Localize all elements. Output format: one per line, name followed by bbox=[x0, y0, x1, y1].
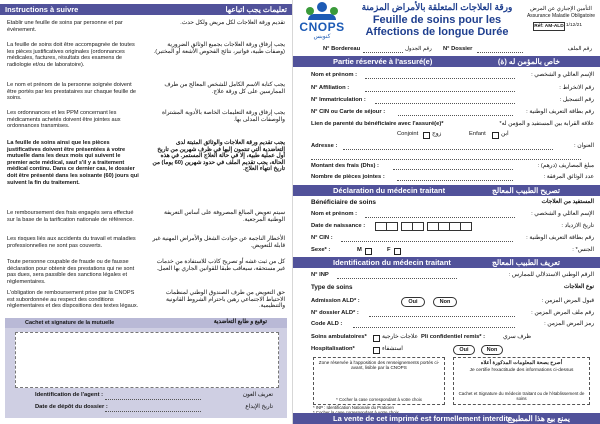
footer-band bbox=[293, 413, 600, 424]
assure-nom-label: Nom et prénom : bbox=[311, 72, 358, 78]
type-soins-label-ar: نوع العلاجات bbox=[563, 284, 594, 290]
adresse-field-line-2[interactable] bbox=[311, 159, 581, 160]
fr-paragraph: La feuille de soins doit être accompagnée de toutes les pièces justificatives originales (ordonnances médicales, factures, résultats des examens de radiologie et/ou de laboratoire). bbox=[7, 42, 135, 68]
benef-nom-label-ar: الإسم العائلي و الشخصي : bbox=[531, 211, 594, 217]
sexe-m-checkbox[interactable] bbox=[365, 248, 372, 255]
hospitalisation-label: Hospitalisation* bbox=[311, 346, 355, 352]
code-ald-label: Code ALD : bbox=[311, 321, 343, 327]
agent-field[interactable] bbox=[105, 399, 201, 400]
code-ald-label-ar: رمز المرض المزمن : bbox=[544, 321, 594, 327]
footer-band-ar: يمنع بيع هذا المطبوع bbox=[507, 414, 570, 423]
type-soins-label: Type de soins bbox=[311, 284, 353, 291]
date-label-ar: تاريخ الإيداع bbox=[245, 404, 273, 410]
instructions-page bbox=[0, 0, 293, 424]
adresse-label-ar: العنوان : bbox=[573, 143, 594, 149]
benef-nom-label: Nom et prénom : bbox=[311, 211, 358, 217]
agent-label-ar: تعريف العون bbox=[242, 392, 273, 398]
agent-label: Identification de l'agent : bbox=[35, 392, 104, 398]
org-fr: Assurance Maladie Obligatoire bbox=[526, 13, 596, 19]
footer-note-inp: * INP : Identification Nationale du Praticien bbox=[313, 405, 394, 410]
confidentiel-oui-option[interactable]: Oui bbox=[453, 345, 475, 355]
admission-label-ar: قبول المرض المزمن : bbox=[541, 298, 594, 304]
ambulatoires-checkbox[interactable] bbox=[373, 335, 380, 342]
logo-text: CNOPS bbox=[299, 20, 345, 34]
ref-code: Réf: AM-ALD bbox=[534, 24, 564, 29]
adresse-field[interactable] bbox=[343, 149, 553, 150]
ambulatoires-label-ar: علاجات خارجية bbox=[382, 334, 418, 340]
fr-paragraph: Les risques liés aux accidents du travail et maladies professionnelles ne sont pas couverts. bbox=[7, 236, 136, 249]
pieces-field[interactable] bbox=[397, 180, 513, 181]
conjoint-label: Conjoint bbox=[397, 131, 419, 137]
ar-paragraph: الأخطار الناجمة عن حوادث الشغل والأمراض المهنية غير قابلة للتعويض. bbox=[152, 236, 285, 249]
date-field[interactable] bbox=[105, 411, 201, 412]
fr-paragraph: L'obligation de remboursement prise par la CNOPS est subordonnée au respect des conditions réglementaires et des dispositions des textes légaux. bbox=[7, 290, 139, 310]
naissance-label: Date de naissance : bbox=[311, 223, 366, 229]
ref-date: 1/12/21 bbox=[566, 23, 583, 28]
sexe-f-checkbox[interactable] bbox=[394, 248, 401, 255]
cin-label-ar: رقم بطاقة التعريف الوطنية : bbox=[526, 109, 594, 115]
benef-cin-label-ar: رقم بطاقة التعريف الوطنية : bbox=[526, 235, 594, 241]
naissance-year-4[interactable] bbox=[460, 222, 472, 231]
dossier-label-ar: رقم الملف bbox=[567, 46, 592, 52]
montant-label: Montant des frais (Dhs) : bbox=[311, 163, 379, 169]
dossier-ald-label: N° dossier ALD* : bbox=[311, 310, 359, 316]
ar-paragraph-bold: يجب تقديم ورقة العلاجات والوثائق المثبتة لدى التعاضدية التي تنتمون إليها في ظرف شهرين من تاريخ أول عملية طبية، إلا في حالة العلاج المستمر. في هذه الحالة، يجب تقديم الملف في حدود شهرين (60 يوما) من تاريخ انتهاء العلاج. bbox=[152, 140, 285, 173]
instructions-header bbox=[0, 4, 292, 15]
confidentiel-label: Pli confidentiel remis* : bbox=[421, 334, 486, 340]
pieces-label-ar: عدد الوثائق المرفقة : bbox=[543, 174, 594, 180]
form-page bbox=[293, 0, 600, 424]
certify-fr: Je certifie l'exactitude des informations ci-dessus bbox=[469, 368, 574, 373]
ident-band-fr: Identification du médecin traitant bbox=[333, 258, 451, 267]
assure-band-ar: خاص بالمؤمن له (ة) bbox=[497, 57, 560, 66]
assure-nom-field[interactable] bbox=[365, 78, 515, 79]
medecin-band bbox=[293, 185, 600, 196]
montant-field[interactable] bbox=[393, 169, 513, 170]
bordereau-field[interactable] bbox=[363, 52, 403, 53]
org-ar: التأمين الإجباري عن المرض bbox=[530, 6, 592, 12]
ar-paragraph: يجب إرفاق ورقة التعليمات الخاصة بالأدوية المشتراة والوصفات المدلى بها. bbox=[162, 110, 285, 123]
cin-field[interactable] bbox=[398, 115, 513, 116]
mutuelle-box bbox=[5, 318, 287, 418]
doctor-signature-box[interactable] bbox=[453, 357, 590, 405]
fr-paragraph: Les ordonnances et les PPM concernant les médicaments achetés doivent être jointes aux ordonnances transmises. bbox=[7, 110, 121, 130]
confidentiel-non-option[interactable]: Non bbox=[481, 345, 503, 355]
confidentiel-label-ar: ظرف سري bbox=[503, 334, 532, 340]
benef-nom-field[interactable] bbox=[365, 217, 515, 218]
assure-band-fr: Partie réservée à l'assuré(e) bbox=[333, 57, 433, 66]
medecin-band-fr: Déclaration du médecin traitant bbox=[333, 186, 446, 195]
fr-paragraph: Le remboursement des frais engagés sera effectué sur la base de la tarification nationale de référence. bbox=[7, 210, 134, 223]
code-ald-field[interactable] bbox=[353, 327, 515, 328]
enfant-checkbox[interactable] bbox=[492, 132, 499, 139]
sexe-label: Sexe* : bbox=[311, 247, 331, 253]
naissance-month-2[interactable] bbox=[412, 222, 424, 231]
admission-label: Admission ALD* : bbox=[311, 298, 360, 304]
sexe-f-label: F bbox=[387, 247, 391, 253]
ar-paragraph: تقديم ورقة العلاجات لكل مريض ولكل حدث. bbox=[180, 20, 285, 26]
immat-label: N° Immatriculation : bbox=[311, 97, 366, 103]
enfant-label-ar: ابن bbox=[501, 131, 509, 137]
naissance-day-2[interactable] bbox=[386, 222, 398, 231]
sexe-label-ar: الجنس* : bbox=[572, 247, 594, 253]
cnops-zone-text: Zone réservée à l'apposition des renseignements portés ci-avant, lisible par la CNOPS bbox=[318, 360, 440, 370]
pieces-label: Nombre de pièces jointes : bbox=[311, 174, 385, 180]
ar-paragraph: سيتم تعويض المبالغ المصروفة على أساس التعريفة الوطنية المرجعية. bbox=[163, 210, 285, 223]
mutuelle-title-fr: Cachet et signature de la mutuelle bbox=[25, 320, 115, 326]
doctor-stamp-caption: Cachet et Signature du médecin traitant ou de l'établissement de soins bbox=[458, 391, 585, 401]
fr-paragraph-bold: La feuille de soins ainsi que les pièces justificatives doivent être présentées à votre mutuelle dans les deux mois qui suivent le premier acte médical, sauf s'il y a traitement médical continu. Dans ce dernier cas, le dossier doit être présenté dans les soixante (60) jours qui suivent la fin du traitement. bbox=[7, 140, 139, 186]
inp-label: N° INP bbox=[311, 272, 329, 278]
dossier-ald-field[interactable] bbox=[369, 316, 515, 317]
montant-label-ar: مبلغ المصاريف (درهم) : bbox=[537, 163, 594, 169]
adresse-label: Adresse : bbox=[311, 143, 338, 149]
fr-paragraph: Toute personne coupable de fraude ou de fausse déclaration pour obtenir des prestations qui ne sont pas dues, sera passible des sanctions légales et réglementaires. bbox=[7, 259, 135, 285]
ar-paragraph: حق التعويض من طرف الصندوق الوطني لمنظمات الاحتياط الاجتماعي رهين باحترام الشروط القانونية والتنظيمية. bbox=[165, 290, 285, 310]
bordereau-label: N° Bordereau bbox=[323, 46, 361, 52]
form-title-fr-2: Affections de longue Durée bbox=[365, 26, 509, 38]
admission-oui-option[interactable]: Oui bbox=[401, 297, 425, 307]
assure-nom-label-ar: الإسم العائلي و الشخصي : bbox=[531, 72, 594, 78]
cnops-logo bbox=[296, 2, 348, 44]
conjoint-label-ar: زوج bbox=[432, 131, 442, 137]
benef-cin-field[interactable] bbox=[341, 241, 513, 242]
mutuelle-title-ar: توقيع و طابع التعاضدية bbox=[213, 319, 267, 325]
ar-paragraph: يجب كتابة الاسم الكامل للشخص المعالج من طرف الممارسين على كل ورقة علاج. bbox=[164, 82, 285, 95]
ar-paragraph: يجب إرفاق ورقة العلاجات بجميع الوثائق الضرورية (وصفات طبية، فواتير، نتائج الفحوص الأشعة أو المختبر). bbox=[153, 42, 285, 55]
mutuelle-stamp-area[interactable] bbox=[15, 332, 279, 388]
ident-band bbox=[293, 257, 600, 268]
medecin-band-ar: تصريح الطبيب المعالج bbox=[492, 186, 560, 195]
bordereau-label-ar: رقم الجدول bbox=[405, 46, 432, 52]
dossier-label: N° Dossier bbox=[443, 46, 473, 52]
logo-arabic: كنوبس bbox=[313, 34, 331, 40]
certify-ar: أصرح بصحة المعلومات المذكورة أعلاه bbox=[480, 360, 563, 366]
cin-label: N° CIN ou Carte de séjour : bbox=[311, 109, 386, 115]
mutuelle-box-header bbox=[5, 318, 287, 328]
logo-figures bbox=[304, 2, 340, 20]
fr-paragraph: Etablir une feuille de soins par personne et par évènement. bbox=[7, 20, 123, 33]
instructions-title-fr: Instructions à suivre bbox=[5, 5, 79, 14]
lien-label: Lien de parenté du bénéficiaire avec l'assuré(e)* bbox=[311, 121, 444, 127]
fr-paragraph: Le nom et prénom de la personne soignée doivent être portés par les prestataires sur chaque feuille de soins. bbox=[7, 82, 137, 102]
beneficiaire-label-ar: المستفيد من العلاجات bbox=[541, 199, 594, 205]
enfant-label: Enfant bbox=[469, 131, 486, 137]
immat-label-ar: رقم التسجيل : bbox=[559, 97, 594, 103]
sexe-m-label: M bbox=[357, 247, 362, 253]
inp-field[interactable] bbox=[337, 278, 457, 279]
hospitalisation-label-ar: استشفاء bbox=[382, 346, 403, 352]
naissance-label-ar: تاريخ الازدياد : bbox=[561, 223, 594, 229]
dossier-field[interactable] bbox=[477, 52, 523, 53]
affiliation-label: N° Affiliation : bbox=[311, 85, 350, 91]
lien-label-ar: علاقة القرابة بين المستفيد و المؤمن له* bbox=[499, 121, 594, 127]
conjoint-checkbox[interactable] bbox=[423, 132, 430, 139]
dossier-ald-label-ar: رقم ملف المرض المزمن : bbox=[531, 310, 594, 316]
affiliation-field[interactable] bbox=[365, 91, 515, 92]
form-title-fr-1: Feuille de soins pour les bbox=[372, 14, 502, 26]
cnops-zone-note: * Cocher la case correspondant à votre choix bbox=[336, 397, 422, 402]
benef-cin-label: N° CIN : bbox=[311, 235, 333, 241]
form-title-ar: ورقة العلاجات المتعلقة بالأمراض المزمنة bbox=[361, 2, 513, 12]
ambulatoires-label: Soins ambulatoires* bbox=[311, 334, 367, 340]
date-label: Date de dépôt du dossier : bbox=[35, 404, 108, 410]
admission-non-option[interactable]: Non bbox=[433, 297, 457, 307]
footer-band-fr: La vente de cet imprimé est formellement interdite bbox=[333, 414, 513, 423]
immat-field[interactable] bbox=[375, 103, 515, 104]
affiliation-label-ar: رقم الانخراط : bbox=[559, 85, 594, 91]
cnops-reading-zone[interactable] bbox=[313, 357, 445, 405]
ident-band-ar: تعريف الطبيب المعالج bbox=[491, 258, 560, 267]
instructions-title-ar: تعليمات يجب اتباعها bbox=[225, 5, 287, 14]
assure-band bbox=[293, 56, 600, 67]
hospitalisation-checkbox[interactable] bbox=[373, 347, 380, 354]
beneficiaire-label: Bénéficiaire de soins bbox=[311, 199, 377, 206]
inp-label-ar: الرقم الوطني الاستدلالي للممارس : bbox=[508, 272, 594, 278]
ar-paragraph: كل من ثبت غشه أو تصريح كاذب للاستفادة من خدمات غير مستحقة، سيعاقب طبقا للقوانين الجاري بها العمل. bbox=[156, 259, 285, 272]
